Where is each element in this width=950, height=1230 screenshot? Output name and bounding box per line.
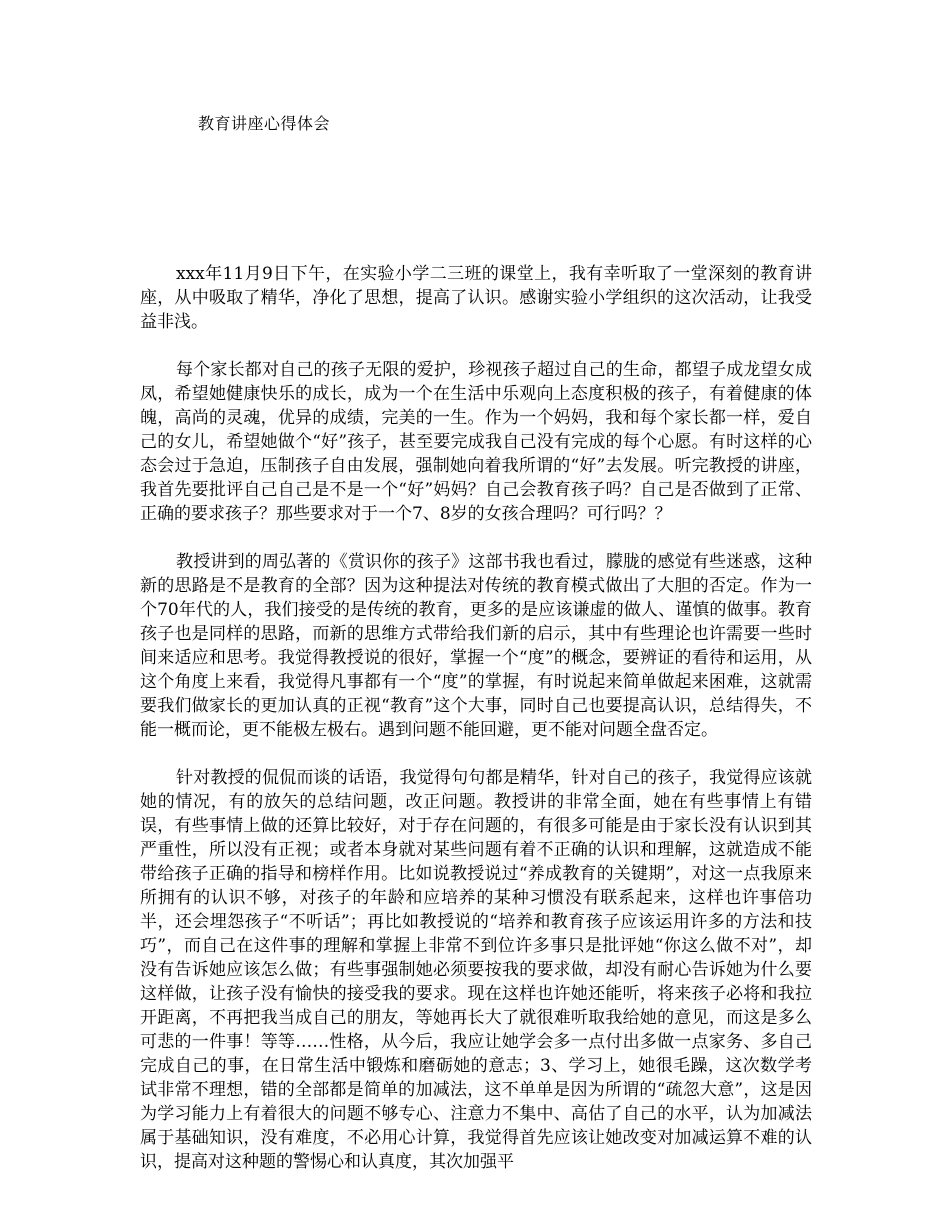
paragraph-4: 针对教授的侃侃而谈的话语，我觉得句句都是精华，针对自己的孩子，我觉得应该就她的情况，有的放矢的总结问题，改正问题。教授讲的非常全面，她在有些事情上有错误，有些事情上做的还算比较好，对于存在问题的，有很多可能是由于家长没有认识到其严重性，所以没有正视；或者本身就对某些问题有着不正确的认识和理解，这就造成不能带给孩子正确的指导和榜样作用。比如说教授说过“养成教育的关键期”，对这一点我原来所拥有的认识不够，对孩子的年龄和应培养的某种习惯没有联系起来，这样也许事倍功半，还会埋怨孩子“不听话”；再比如教授说的“培养和教育孩子应该运用许多的方法和技巧”，而自己在这件事的理解和掌握上非常不到位许多事只是批评她“你这么做不对”，却没有告诉她应该怎么做；有些事强制她必须要按我的要求做，却没有耐心告诉她为什么要这样做，让孩子没有愉快的接受我的要求。现在这样也许她还能听，将来孩子必将和我拉开距离，不再把我当成自己的朋友，等她再长大了就很难听取我给她的意见，而这是多么可悲的一件事！等等……性格，从今后，我应让她学会多一点付出多做一点家务、多自己完成自己的事，在日常生活中锻炼和磨砺她的意志；3、学习上，她很毛躁，这次数学考试非常不理想，错的全部都是简单的加减法，这不单单是因为所谓的“疏忽大意”，这是因为学习能力上有着很大的问题不够专心、注意力不集中、高估了自己的水平，认为加减法属于基础知识，没有难度，不必用心计算，我觉得首先应该让她改变对加减运算不难的认识，提高对这种题的警惕心和认真度，其次加强平 <box>140 768 812 1172</box>
paragraph-1: xxx年11月9日下午，在实验小学二三班的课堂上，我有幸听取了一堂深刻的教育讲座，从中吸取了精华，净化了思想，提高了认识。感谢实验小学组织的这次活动，让我受益非浅。 <box>140 264 812 332</box>
paragraph-3: 教授讲到的周弘著的《赏识你的孩子》这部书我也看过，朦胧的感觉有些迷惑，这种新的思路是不是教育的全部？因为这种提法对传统的教育模式做出了大胆的否定。作为一个70年代的人，我们接受的是传统的教育，更多的是应该谦虚的做人、谨慎的做事。教育孩子也是同样的思路，而新的思维方式带给我们新的启示，其中有些理论也许需要一些时间来适应和思考。我觉得教授说的很好，掌握一个“度”的概念，要辨证的看待和运用，从这个角度上来看，我觉得凡事都有一个“度”的掌握，有时说起来简单做起来困难，这就需要我们做家长的更加认真的正视“教育”这个大事，同时自己也要提高认识，总结得失，不能一概而论，更不能极左极右。遇到问题不能回避，更不能对问题全盘否定。 <box>140 552 812 740</box>
document-title: 教育讲座心得体会 <box>198 114 331 133</box>
paragraph-2: 每个家长都对自己的孩子无限的爱护，珍视孩子超过自己的生命，都望子成龙望女成凤，希望她健康快乐的成长，成为一个在生活中乐观向上态度积极的孩子，有着健康的体魄，高尚的灵魂，优异的成绩，完美的一生。作为一个妈妈，我和每个家长都一样，爱自己的女儿，希望她做个“好”孩子，甚至要完成我自己没有完成的每个心愿。有时这样的心态会过于急迫，压制孩子自由发展，强制她向着我所谓的“好”去发展。听完教授的讲座，我首先要批评自己自己是不是一个“好”妈妈？自己会教育孩子吗？自己是否做到了正常、正确的要求孩子？那些要求对于一个7、8岁的女孩合理吗？可行吗？？ <box>140 360 812 524</box>
document-body <box>140 262 812 1198</box>
